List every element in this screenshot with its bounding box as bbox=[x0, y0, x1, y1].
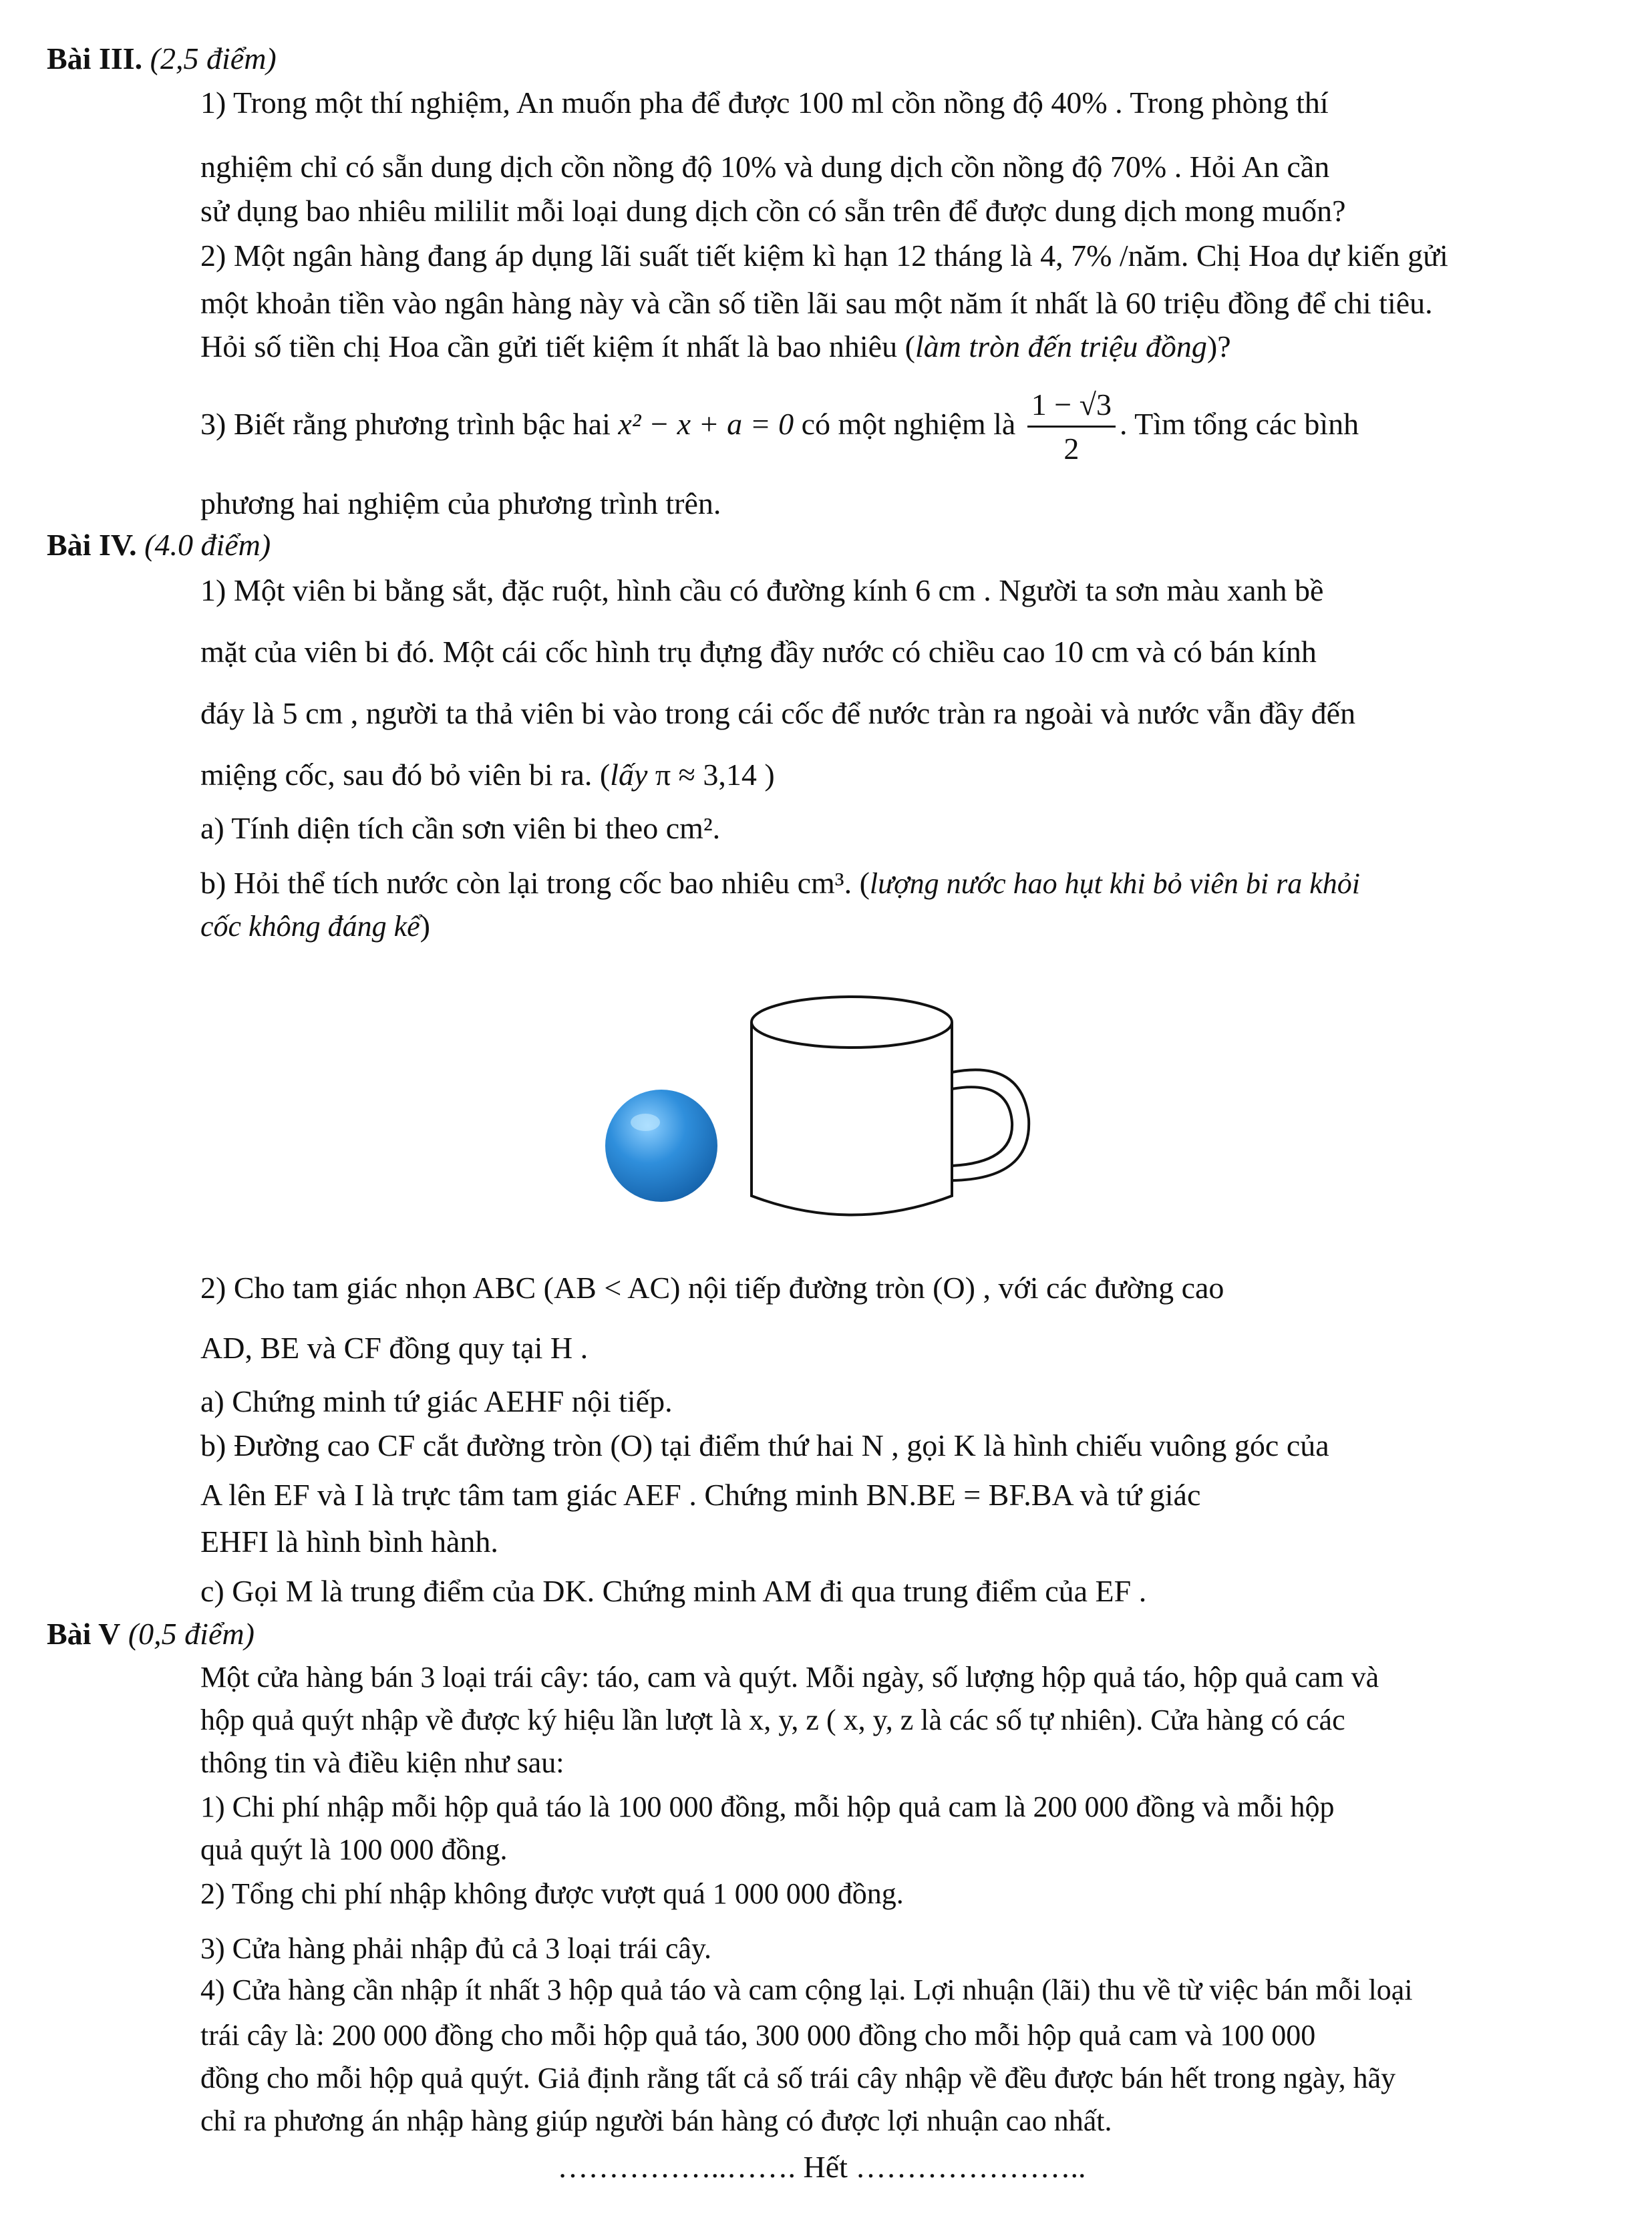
bai3-p2-line3 bbox=[200, 329, 1231, 365]
bai4-q1-line4-c: π ≈ 3,14 ) bbox=[647, 758, 775, 792]
bai5-line4: 1) Chi phí nhập mỗi hộp quả táo là 100 000 đồng, mỗi hộp quả cam là 200 000 đồng và mỗi hộp bbox=[200, 1790, 1335, 1823]
bai4-q2-line1: 2) Cho tam giác nhọn ABC (AB < AC) nội tiếp đường tròn (O) , với các đường cao bbox=[200, 1271, 1224, 1305]
fraction-numerator: 1 − √3 bbox=[1027, 387, 1116, 428]
bai5-line3: thông tin và điều kiện như sau: bbox=[200, 1746, 564, 1779]
bai3-p1-line1: 1) Trong một thí nghiệm, An muốn pha để được 100 ml cồn nồng độ 40% . Trong phòng thí bbox=[200, 86, 1329, 120]
bai3-p1-line2: nghiệm chỉ có sẵn dung dịch cồn nồng độ 10% và dung dịch cồn nồng độ 70% . Hỏi An cần bbox=[200, 150, 1330, 184]
bai4-q2b-line3: EHFI là hình bình hành. bbox=[200, 1525, 498, 1559]
bai3-p2-line2: một khoản tiền vào ngân hàng này và cần số tiền lãi sau một năm ít nhất là 60 triệu đồng để chi tiêu. bbox=[200, 286, 1433, 320]
cup bbox=[752, 997, 1029, 1215]
bai5-line9: trái cây là: 200 000 đồng cho mỗi hộp quả táo, 300 000 đồng cho mỗi hộp quả cam và 100 000 bbox=[200, 2019, 1316, 2052]
bai4-q2c: c) Gọi M là trung điểm của DK. Chứng minh AM đi qua trung điểm của EF . bbox=[200, 1574, 1147, 1608]
bai4-q1-line1: 1) Một viên bi bằng sắt, đặc ruột, hình cầu có đường kính 6 cm . Người ta sơn màu xanh bề bbox=[200, 573, 1324, 607]
bai5-heading: Bài V bbox=[47, 1617, 121, 1651]
bai3-p3-text-a: 3) Biết rằng phương trình bậc hai bbox=[200, 406, 619, 441]
bai3-p1-line3: sử dụng bao nhiêu mililit mỗi loại dung dịch cồn có sẵn trên để được dung dịch mong muốn? bbox=[200, 194, 1346, 228]
bai5-line5: quả quýt là 100 000 đồng. bbox=[200, 1833, 508, 1866]
bai5-heading-line bbox=[47, 1617, 255, 1652]
bai4-q1b-close: ) bbox=[420, 909, 430, 943]
bai4-q2b-line1: b) Đường cao CF cắt đường tròn (O) tại điểm thứ hai N , gọi K là hình chiếu vuông góc của bbox=[200, 1428, 1329, 1462]
bai5-line2: hộp quả quýt nhập về được ký hiệu lần lượt là x, y, z ( x, y, z là các số tự nhiên). Cửa hàng có các bbox=[200, 1704, 1345, 1736]
bai4-q1b-text: b) Hỏi thể tích nước còn lại trong cốc bao nhiêu cm³. ( bbox=[200, 866, 870, 900]
bai4-heading-line bbox=[47, 528, 271, 563]
bai4-q2-line2: AD, BE và CF đồng quy tại H . bbox=[200, 1331, 589, 1365]
bai3-p2-line3-c: )? bbox=[1206, 329, 1231, 363]
bai4-q2a: a) Chứng minh tứ giác AEHF nội tiếp. bbox=[200, 1384, 673, 1418]
bai4-q1-line3: đáy là 5 cm , người ta thả viên bi vào trong cái cốc để nước tràn ra ngoài và nước vẫn đầy đến bbox=[200, 696, 1356, 730]
ball-and-cup-figure bbox=[588, 985, 1069, 1239]
bai3-p3-fraction bbox=[1027, 387, 1116, 467]
bai5-line11: chỉ ra phương án nhập hàng giúp người bán hàng có được lợi nhuận cao nhất. bbox=[200, 2104, 1112, 2137]
footer-end-marker: ……………..……. Hết ………………….. bbox=[557, 2150, 1086, 2184]
bai3-heading: Bài III. bbox=[47, 41, 143, 75]
bai3-p3-text-c: . Tìm tổng các bình bbox=[1120, 406, 1359, 441]
bai3-p2-line3-a: Hỏi số tiền chị Hoa cần gửi tiết kiệm ít nhất là bao nhiêu ( bbox=[200, 329, 915, 363]
bai4-q2b-line2: A lên EF và I là trực tâm tam giác AEF . Chứng minh BN.BE = BF.BA và tứ giác bbox=[200, 1478, 1201, 1512]
bai4-q1a: a) Tính diện tích cần sơn viên bi theo cm². bbox=[200, 811, 721, 845]
bai5-line6: 2) Tổng chi phí nhập không được vượt quá 1 000 000 đồng. bbox=[200, 1877, 904, 1910]
bai5-line10: đồng cho mỗi hộp quả quýt. Giả định rằng tất cả số trái cây nhập về đều được bán hết trong ngày, hãy bbox=[200, 2062, 1396, 2094]
bai3-heading-line bbox=[47, 41, 277, 77]
bai4-q1-line4-a: miệng cốc, sau đó bỏ viên bi ra. ( bbox=[200, 758, 611, 792]
bai3-points: (2,5 điểm) bbox=[150, 41, 277, 75]
bai3-p2-line3-italic: làm tròn đến triệu đồng bbox=[915, 329, 1207, 363]
bai5-points: (0,5 điểm) bbox=[128, 1617, 255, 1651]
bai3-p3-text-b: có một nghiệm là bbox=[794, 406, 1023, 441]
bai4-heading: Bài IV. bbox=[47, 528, 137, 562]
bai3-p3-equation: x² − x + a = 0 bbox=[618, 406, 794, 441]
blue-ball bbox=[605, 1090, 717, 1202]
bai5-line8: 4) Cửa hàng cần nhập ít nhất 3 hộp quả táo và cam cộng lại. Lợi nhuận (lãi) thu về từ việc bán mỗi loại bbox=[200, 1973, 1413, 2006]
bai4-q1-line2: mặt của viên bi đó. Một cái cốc hình trụ đựng đầy nước có chiều cao 10 cm và có bán kính bbox=[200, 635, 1317, 669]
bai5-line1: Một cửa hàng bán 3 loại trái cây: táo, cam và quýt. Mỗi ngày, số lượng hộp quả táo, hộp quả cam và bbox=[200, 1661, 1379, 1694]
bai4-q1-line4 bbox=[200, 758, 775, 793]
bai4-q1-line4-italic: lấy bbox=[610, 758, 648, 792]
fraction-denominator: 2 bbox=[1063, 431, 1080, 466]
bai4-q1b-line2 bbox=[200, 909, 430, 944]
bai4-q1b-italic: lượng nước hao hụt khi bỏ viên bi ra khỏi bbox=[869, 867, 1360, 900]
bai5-line7: 3) Cửa hàng phải nhập đủ cả 3 loại trái cây. bbox=[200, 1932, 712, 1965]
bai4-points: (4.0 điểm) bbox=[144, 528, 271, 562]
bai3-p3-line1 bbox=[200, 387, 1359, 467]
bai3-p3-line2: phương hai nghiệm của phương trình trên. bbox=[200, 486, 721, 520]
bai3-p2-line1: 2) Một ngân hàng đang áp dụng lãi suất tiết kiệm kì hạn 12 tháng là 4, 7% /năm. Chị Hoa dự kiến gửi bbox=[200, 239, 1448, 273]
bai4-q1b-italic-2: cốc không đáng kể bbox=[200, 910, 420, 943]
bai4-q1b-line1 bbox=[200, 866, 1360, 901]
